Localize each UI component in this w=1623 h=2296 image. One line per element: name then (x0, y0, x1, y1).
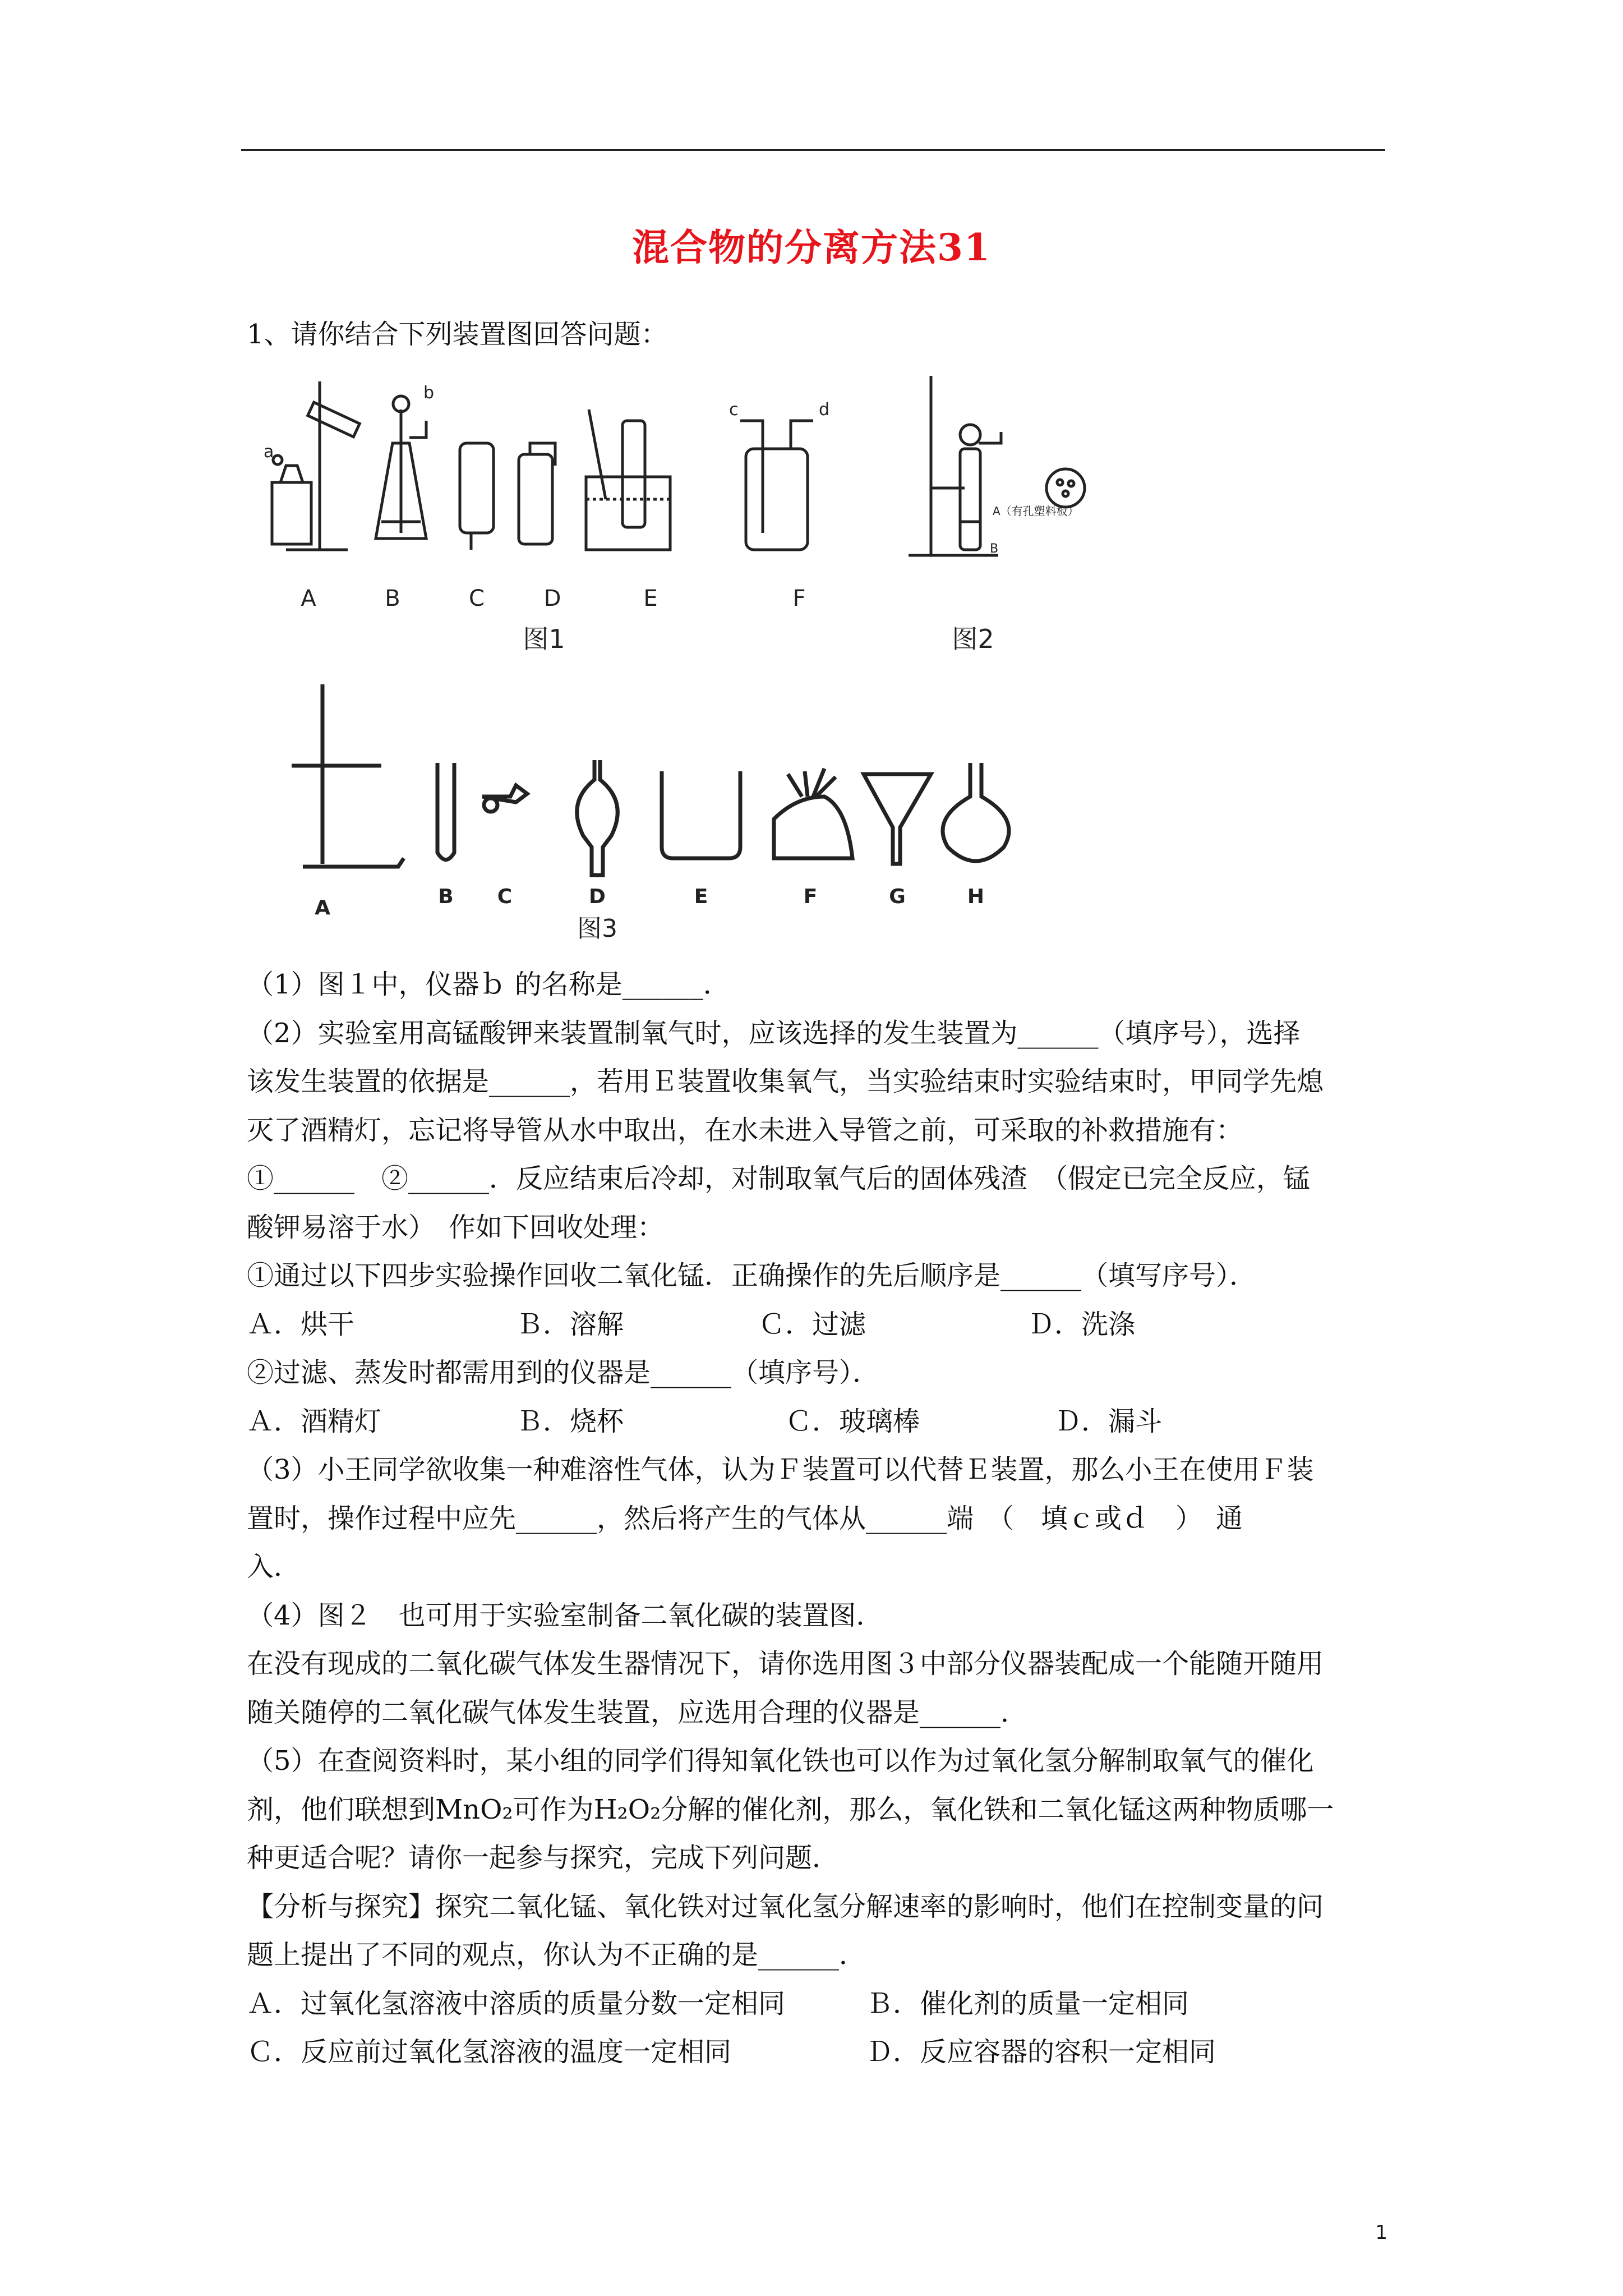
text-line: 随关随停的二氧化碳气体发生装置，应选用合理的仪器是______． (247, 1697, 1028, 1728)
figure-2 (897, 359, 1189, 662)
text-line: （2）实验室用高锰酸钾来装置制氧气时，应该选择的发生装置为______（填序号），选择 (247, 1018, 1301, 1049)
fig1-label: B (385, 586, 400, 611)
fig3-label: G (889, 885, 906, 908)
apparatus-f (740, 421, 813, 550)
text-line: （3）小王同学欲收集一种难溶性气体，认为Ｆ装置可以代替Ｅ装置，那么小王在使用Ｆ装 (247, 1454, 1314, 1485)
fig3-label: E (694, 885, 708, 908)
text-line: ①______ ②______．反应结束后冷却，对制取氧气后的固体残渣 （假定已完全反应，锰 (247, 1163, 1311, 1194)
text-line: 在没有现成的二氧化碳气体发生器情况下，请你选用图３中部分仪器装配成一个能随开随用 (247, 1648, 1324, 1680)
apparatus-e (586, 409, 670, 550)
option-line: Ａ．酒精灯 Ｂ．烧杯 Ｃ．玻璃棒 Ｄ．漏斗 (247, 1406, 1163, 1437)
fig2-mark-a: A（有孔塑料板） (993, 504, 1079, 518)
figure-3 (269, 673, 1082, 965)
text-line: 酸钾易溶于水） 作如下回收处理： (247, 1212, 665, 1243)
option-line: Ｃ．反应前过氧化氢溶液的温度一定相同 Ｄ．反应容器的容积一定相同 (247, 2036, 1216, 2068)
mark-b: b (423, 383, 435, 403)
apparatus-c (460, 443, 494, 550)
fig3-label: D (589, 885, 606, 908)
text-line: 置时，操作过程中应先______，然后将产生的气体从______端 （ 填ｃ或ｄ ） 通 (247, 1503, 1243, 1534)
apparatus-d (519, 443, 555, 544)
mark-c: c (729, 400, 739, 420)
page-number: 1 (1375, 2221, 1387, 2244)
text-line: 种更适合呢？请你一起参与探究，完成下列问题． (247, 1842, 840, 1874)
header-rule (241, 149, 1385, 151)
figure2-caption: 图2 (952, 624, 994, 654)
fig3-label: A (315, 896, 330, 919)
question-intro: 1、请你结合下列装置图回答问题： (247, 319, 668, 350)
text-line: 灭了酒精灯，忘记将导管从水中取出，在水未进入导管之前，可采取的补救措施有： (247, 1115, 1243, 1146)
text-line: 题上提出了不同的观点，你认为不正确的是______． (247, 1939, 866, 1971)
mark-a: a (264, 442, 274, 462)
text-line: ②过滤、蒸发时都需用到的仪器是______（填序号）． (247, 1357, 880, 1388)
apparatus-a (272, 381, 359, 550)
text-line: 该发生装置的依据是______，若用Ｅ装置收集氧气，当实验结束时实验结束时，甲同学先熄 (247, 1066, 1324, 1097)
text-line: 【分析与探究】探究二氧化锰、氧化铁对过氧化氢分解速率的影响时，他们在控制变量的问 (247, 1891, 1324, 1922)
fig1-label: D (543, 586, 561, 611)
fig3-label: B (438, 885, 454, 908)
page-title: 混合物的分离方法31 (632, 226, 991, 269)
text-line: 剂，他们联想到MnO₂可作为H₂O₂分解的催化剂，那么，氧化铁和二氧化锰这两种物质哪一 (247, 1794, 1334, 1825)
figure1-caption: 图1 (523, 624, 565, 654)
figure3-caption: 图3 (577, 914, 617, 943)
fig3-label: C (497, 885, 513, 908)
fig1-label: C (469, 586, 485, 611)
figure-1 (241, 359, 914, 662)
option-line: Ａ．过氧化氢溶液中溶质的质量分数一定相同 Ｂ．催化剂的质量一定相同 (247, 1988, 1189, 2019)
text-line: （1）图１中，仪器ｂ 的名称是______． (247, 969, 730, 1000)
fig1-label: F (792, 586, 806, 611)
fig1-label: E (643, 586, 658, 611)
fig3-label: F (803, 885, 818, 908)
fig1-label: A (301, 586, 316, 611)
apparatus-b (376, 396, 426, 539)
fig3-label: H (967, 885, 985, 908)
option-line: Ａ．烘干 Ｂ．溶解 Ｃ．过滤 Ｄ．洗涤 (247, 1309, 1136, 1340)
fig2-mark-b: B (990, 542, 999, 556)
text-line: ①通过以下四步实验操作回收二氧化锰．正确操作的先后顺序是______（填写序号）． (247, 1260, 1257, 1291)
text-line: （4）图２ 也可用于实验室制备二氧化碳的装置图． (247, 1600, 883, 1631)
mark-d: d (819, 400, 830, 420)
text-line: （5）在查阅资料时，某小组的同学们得知氧化铁也可以作为过氧化氢分解制取氧气的催化 (247, 1745, 1314, 1777)
text-line: 入． (247, 1551, 301, 1582)
